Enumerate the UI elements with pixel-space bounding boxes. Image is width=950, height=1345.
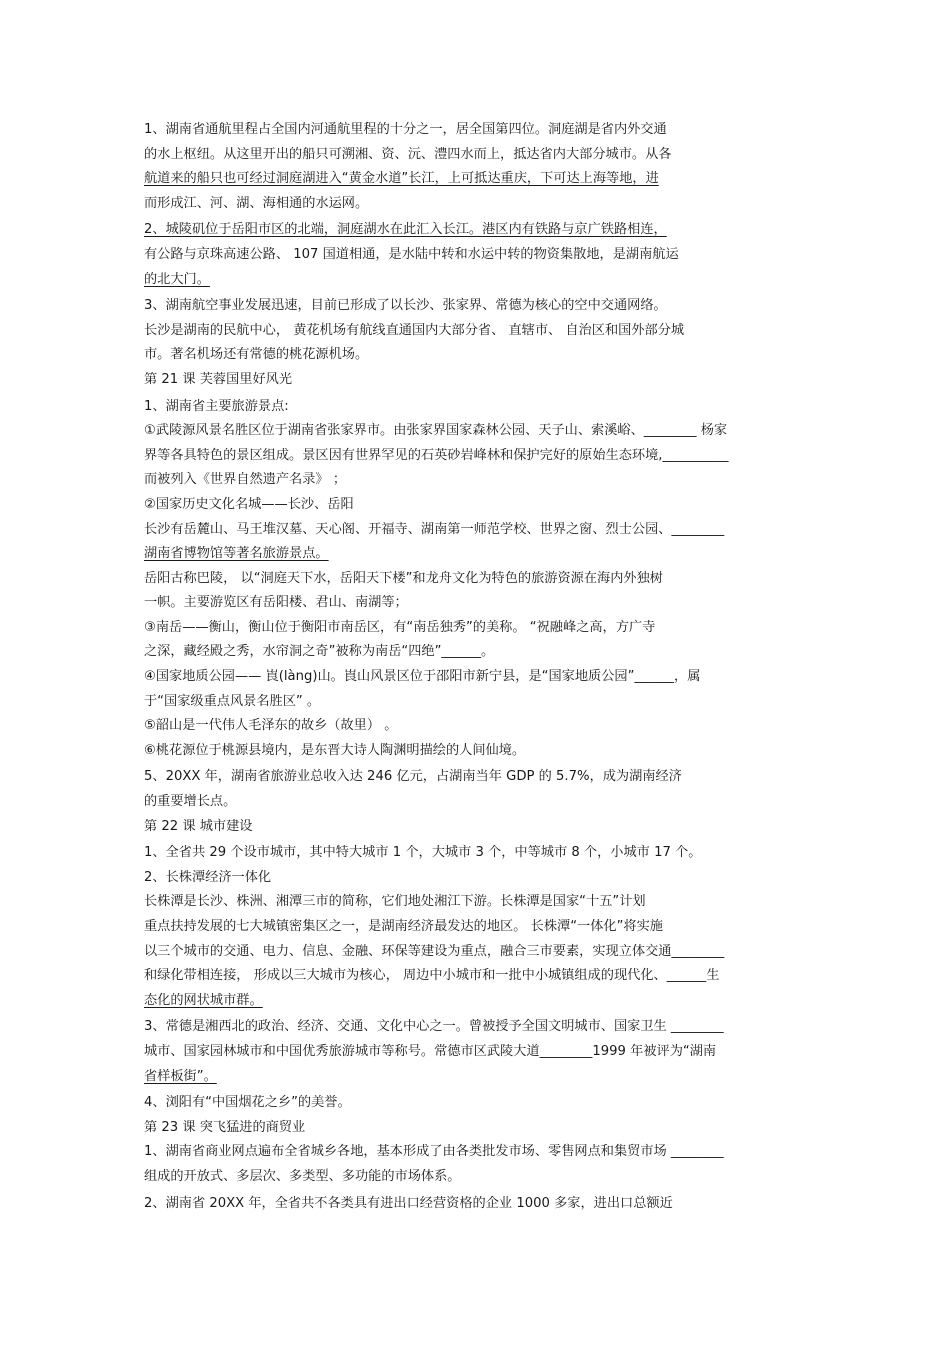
text-line: 3、湖南航空事业发展迅速，目前已形成了以长沙、张家界、常德为核心的空中交通网络。 xyxy=(144,298,667,314)
text-line: 于“国家级重点风景名胜区” 。 xyxy=(144,693,321,709)
text-line: 1、全省共 29 个设市城市，其中特大城市 1 个，大城市 3 个，中等城市 8 个，小城市 17 个。 xyxy=(144,845,702,861)
text-line: 重点扶持发展的七大城镇密集区之一，是湖南经济最发达的地区。 长株潭“一体化”将实施 xyxy=(144,919,663,934)
text-line: 2、湖南省 20XX 年，全省共不各类具有进出口经营资格的企业 1000 多家，进出口总额近 xyxy=(144,1195,673,1211)
text-line: 的水上枢纽。从这里开出的船只可溯湘、资、沅、澧四水而上，抵达省内大部分城市。从各 xyxy=(144,146,672,162)
text-line: 组成的开放式、多层次、多类型、多功能的市场体系。 xyxy=(144,1168,461,1184)
text-line: 而形成江、河、湖、海相通的水运网。 xyxy=(144,195,369,211)
text-line: 态化的网状城市群。 xyxy=(144,992,263,1008)
text-line: 一帜。主要游览区有岳阳楼、君山、南湖等； xyxy=(144,595,408,611)
text-line: 省样板街”。 xyxy=(144,1068,217,1084)
text-line: 岳阳古称巴陵， 以“洞庭天下水，岳阳天下楼”和龙舟文化为特色的旅游资源在海内外独树 xyxy=(144,570,663,586)
section-heading: 第 23 课 突飞猛进的商贸业 xyxy=(144,1119,306,1135)
text-line: 的重要增长点。 xyxy=(144,794,237,810)
text-line: 市。著名机场还有常德的桃花源机场。 xyxy=(144,347,369,363)
text-line: 湖南省博物馆等著名旅游景点。 xyxy=(144,546,329,562)
text-line: 长沙是湖南的民航中心， 黄花机场有航线直通国内大部分省、 直辖市、 自治区和国外部分城 xyxy=(144,322,685,338)
section-heading: 第 22 课 城市建设 xyxy=(144,818,253,834)
text-line: 2、城陵矶位于岳阳市区的北端，洞庭湖水在此汇入长江。港区内有铁路与京广铁路相连， xyxy=(144,222,667,238)
text-line: 1、湖南省通航里程占全国内河通航里程的十分之一，居全国第四位。洞庭湖是省内外交通 xyxy=(144,122,667,137)
text-line: 城市、国家园林城市和中国优秀旅游城市等称号。常德市区武陵大道________1999 年被评为“湖南 xyxy=(144,1043,717,1059)
text-line: ⑤韶山是一代伟人毛泽东的故乡（故里） 。 xyxy=(144,718,398,734)
text-line: 3、常德是湘西北的政治、经济、交通、文化中心之一。曾被授予全国文明城市、国家卫生 ________ xyxy=(144,1019,724,1035)
text-line: 1、湖南省主要旅游景点: xyxy=(144,398,289,414)
text-line: 航道来的船只也可经过洞庭湖进入“黄金水道”长江，上可抵达重庆，下可达上海等地，进 xyxy=(144,171,659,187)
section-heading: 第 21 课 芙蓉国里好风光 xyxy=(144,371,293,387)
text-line: ④国家地质公园—— 崀(làng)山。崀山风景区位于邵阳市新宁县，是“国家地质公园”______，属 xyxy=(144,669,701,685)
text-line: ①武陵源风景名胜区位于湖南省张家界市。由张家界国家森林公园、天子山、索溪峪、________ 杨家 xyxy=(144,423,728,439)
text-line: 4、浏阳有“中国烟花之乡”的美誉。 xyxy=(144,1095,351,1111)
text-line: 有公路与京珠高速公路、 107 国道相通，是水陆中转和水运中转的物资集散地，是湖南航运 xyxy=(144,246,679,262)
text-line: 长沙有岳麓山、马王堆汉墓、天心阁、开福寺、湖南第一师范学校、世界之窗、烈士公园、________ xyxy=(144,521,725,537)
text-line: ⑥桃花源位于桃源县境内，是东晋大诗人陶渊明描绘的人间仙境。 xyxy=(144,742,526,758)
text-line: 1、湖南省商业网点遍布全省城乡各地，基本形成了由各类批发市场、零售网点和集贸市场 ________ xyxy=(144,1144,724,1160)
text-line: 的北大门。 xyxy=(144,271,210,287)
text-line: 以三个城市的交通、电力、信息、金融、环保等建设为重点，融合三市要素，实现立体交通________ xyxy=(144,943,725,959)
text-line: 界等各具特色的景区组成。景区因有世界罕见的石英砂岩峰林和保护完好的原始生态环境,__________ xyxy=(144,447,729,463)
text-line: ②国家历史文化名城——长沙、岳阳 xyxy=(144,496,354,512)
text-line: 2、长株潭经济一体化 xyxy=(144,869,272,885)
text-line: 长株潭是长沙、株洲、湘潭三市的简称，它们地处湘江下游。长株潭是国家“十五”计划 xyxy=(144,894,646,910)
text-line: 之深，藏经殿之秀，水帘洞之奇”被称为南岳“四绝”______。 xyxy=(144,644,495,660)
document-body xyxy=(144,118,809,1216)
text-line: 而被列入《世界自然遗产名录》 ； xyxy=(144,472,347,488)
text-line: 5、20XX 年，湖南省旅游业总收入达 246 亿元，占湖南当年 GDP 的 5.7%，成为湖南经济 xyxy=(144,769,682,785)
text-line: ③南岳——衡山，衡山位于衡阳市南岳区，有“南岳独秀”的美称。 “祝融峰之高，方广寺 xyxy=(144,619,656,635)
text-line: 和绿化带相连接， 形成以三大城市为核心， 周边中小城市和一批中小城镇组成的现代化、______生 xyxy=(144,968,720,984)
